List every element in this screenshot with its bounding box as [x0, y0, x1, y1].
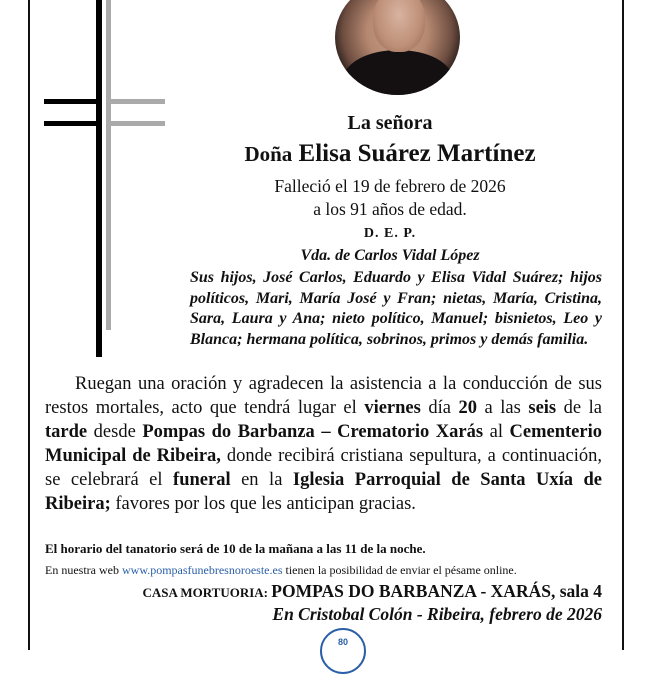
ann-church: Iglesia Parroquial de Santa Uxía de Ribeira; — [45, 470, 603, 514]
frame-left-line — [28, 0, 30, 650]
cross-bar-grey-top — [111, 99, 165, 104]
cross-vertical-black — [96, 0, 102, 357]
casa-label: CASA MORTUORIA: — [142, 585, 272, 600]
photo-face — [373, 0, 425, 52]
ann-t6: al — [483, 422, 510, 442]
name-prefix: Doña — [244, 142, 293, 166]
ann-funeral: funeral — [173, 470, 231, 490]
photo-shoulders — [343, 50, 453, 95]
dep-label: D. E. P. — [363, 226, 417, 241]
place-date: En Cristobal Colón - Ribeira, febrero de 2026 — [272, 604, 602, 624]
age: a los 91 años de edad. — [313, 199, 467, 219]
ann-t3: a las — [477, 398, 529, 418]
ann-t9: favores por los que les anticipan gracias. — [110, 494, 416, 514]
ann-origin: Pompas do Barbanza – Crematorio Xarás — [142, 422, 484, 442]
ann-t8: en la — [230, 470, 293, 490]
tanatorio-hours: El horario del tanatorio será de 10 de la mañana a las 11 de la noche. — [45, 541, 426, 556]
ann-t2: día — [420, 398, 459, 418]
death-date: Falleció el 19 de febrero de 2026 — [274, 176, 506, 196]
title-la-senora: La señora — [347, 112, 433, 134]
frame-right-line — [622, 0, 624, 650]
ann-cemetery: Cementerio Municipal de Ribeira, — [45, 422, 602, 466]
deceased-name — [170, 140, 610, 168]
ann-day: viernes — [364, 398, 421, 418]
announcement-text — [45, 372, 602, 516]
family-list — [190, 268, 602, 350]
ann-hour: seis — [528, 398, 557, 418]
company-logo-icon — [320, 628, 366, 674]
widow-line: Vda. de Carlos Vidal López — [300, 247, 480, 264]
ann-t1: Ruegan una oración y agradecen la asistencia a la conducción de sus restos mortales, acto que tendrá lugar el — [45, 374, 602, 418]
web-line — [45, 563, 602, 578]
logo-text: 80 — [337, 637, 348, 647]
name-full: Elisa Suárez Martínez — [298, 140, 536, 167]
ann-t7: donde recibirá cristiana sepultura, a continuación, se celebrará el — [45, 446, 602, 490]
ann-t4: de la — [556, 398, 602, 418]
web-pre: En nuestra web — [45, 563, 122, 577]
ann-t5: desde — [87, 422, 143, 442]
ann-date: 20 — [458, 398, 478, 418]
deceased-photo — [335, 0, 460, 95]
cross-bar-black-bottom — [44, 121, 102, 126]
family-text: Sus hijos, José Carlos, Eduardo y Elisa Vidal Suárez; hijos políticos, Mari, María José y Fran; nietas, María, Cristina, Sara, Laura y Ana; nieto político, Manuel; bisnietos, Leo y Blanca; hermana política, sobrinos, primos y demás familia. — [190, 269, 602, 348]
cross-bar-grey-bottom — [111, 121, 165, 126]
casa-name: POMPAS DO BARBANZA - XARÁS, sala 4 — [271, 581, 602, 601]
casa-mortuoria — [45, 581, 602, 602]
cross-bar-black-top — [44, 99, 102, 104]
web-post: tienen la posibilidad de enviar el pésame online. — [282, 563, 517, 577]
ann-tarde: tarde — [45, 422, 88, 442]
web-link[interactable]: www.pompasfunebresnoroeste.es — [121, 563, 283, 577]
cross-vertical-grey — [106, 0, 111, 330]
